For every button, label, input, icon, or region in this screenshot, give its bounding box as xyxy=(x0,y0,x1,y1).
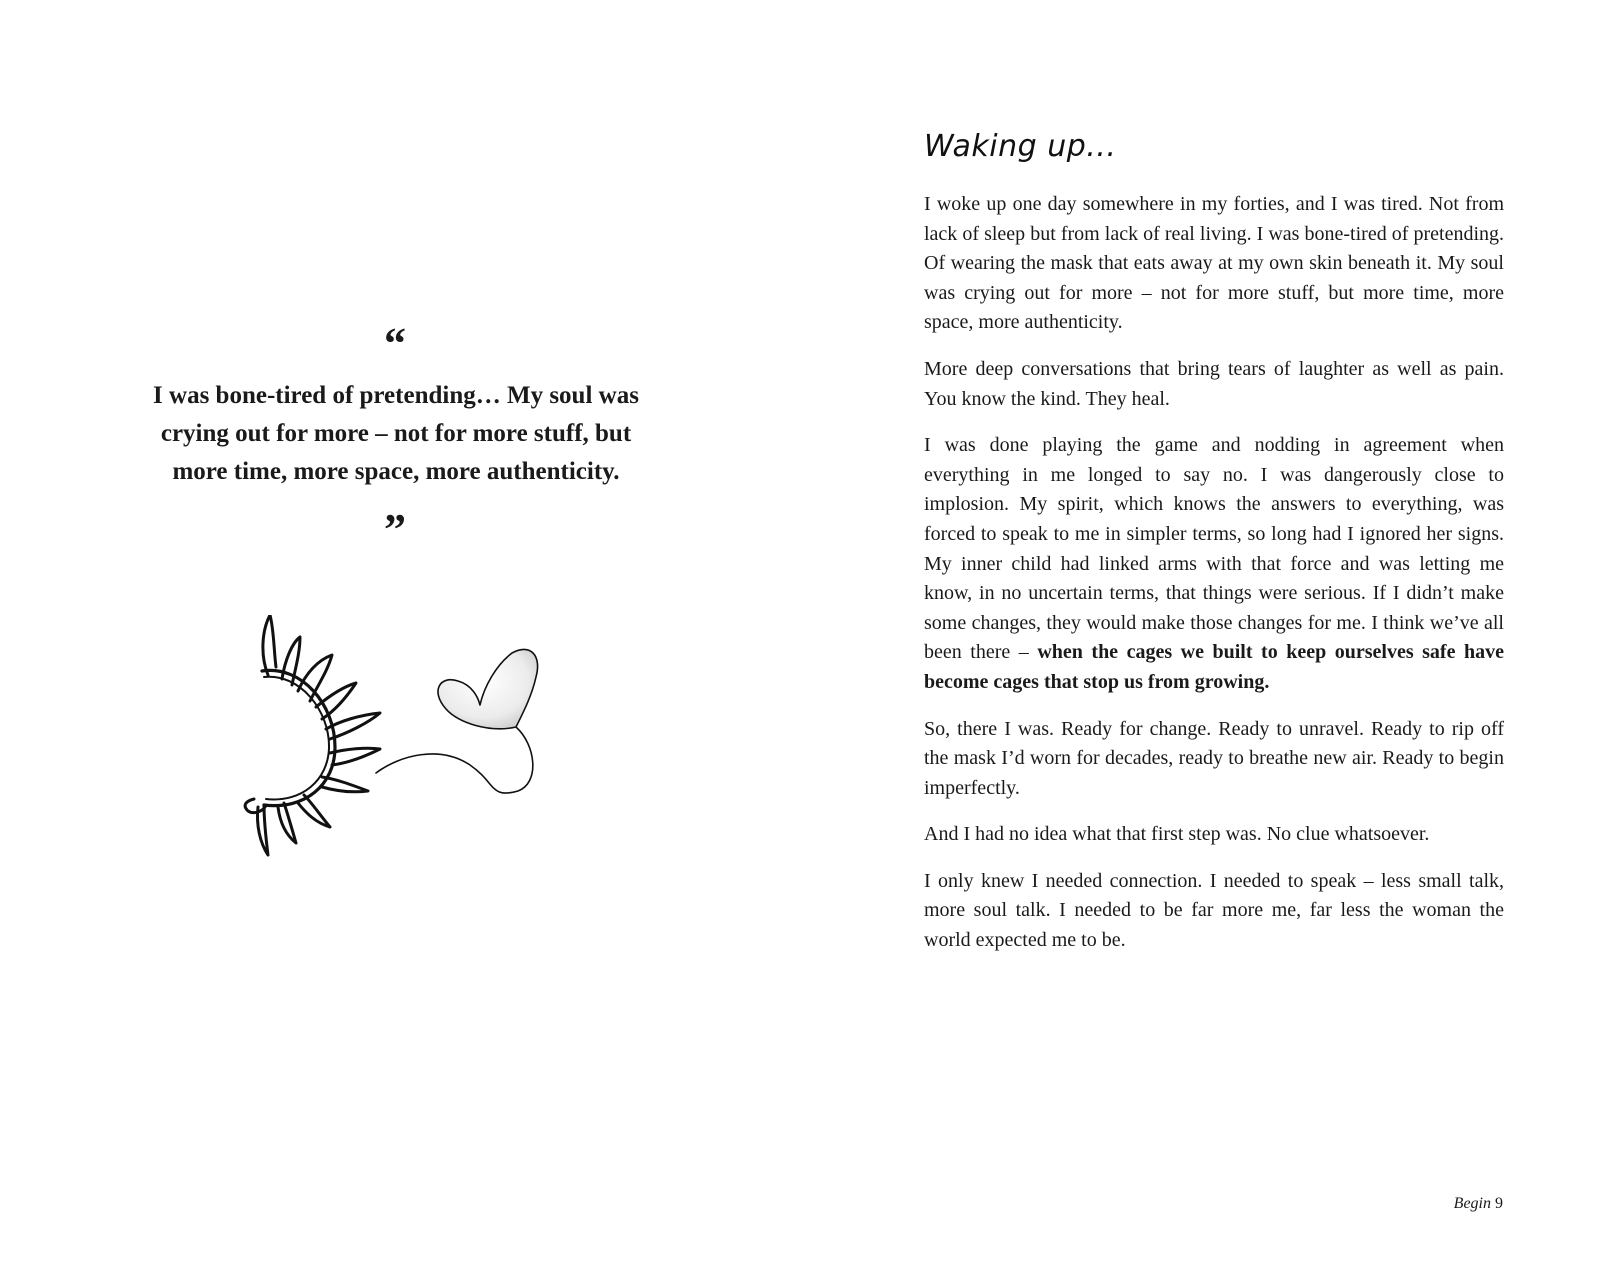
paragraph: More deep conversations that bring tears of laughter as well as pain. You know the kind. They heal. xyxy=(924,357,1504,410)
running-section-name: Begin xyxy=(1453,1195,1491,1212)
sun-and-heart-illustration xyxy=(240,615,560,885)
paragraph: I woke up one day somewhere in my forties, and I was tired. Not from lack of sleep but from lack of real living. I was bone-tired of pretending. Of wearing the mask that eats away at my own skin beneath it. My soul was crying out for more – not for more stuff, but more time, more space, more authenticity. xyxy=(924,193,1504,334)
page-folio xyxy=(1454,1194,1503,1214)
paragraph: And I had no idea what that first step was. No clue whatsoever. xyxy=(924,823,1430,846)
paragraph: I only knew I needed connection. I needed to speak – less small talk, more soul talk. I needed to be far more me, far less the woman the world expected me to be. xyxy=(924,869,1504,952)
right-page xyxy=(800,0,1600,1280)
bold-emphasis: when the cages we built to keep ourselves safe have become cages that stop us from growing. xyxy=(924,641,1504,693)
heart-icon xyxy=(438,649,538,728)
sun-rays xyxy=(245,615,380,855)
paragraph-text: I was done playing the game and nodding in agreement when everything in me longed to say no. I was dangerously close to implosion. My spirit, which knows the answers to everything, was forced to speak to me in simpler terms, so long had I ignored her signs. My inner child had linked arms with that force and was letting me know, in no uncertain terms, that things were serious. If I didn’t make some changes, they would make those changes for me. I think we’ve all been there – xyxy=(924,434,1504,664)
pull-quote-line: crying out for more – not for more stuff, but xyxy=(160,420,632,447)
pull-quote-line: more time, more space, more authenticity. xyxy=(172,458,620,485)
body-text xyxy=(924,190,1504,973)
pull-quote-line: I was bone-tired of pretending… My soul was xyxy=(153,382,639,409)
page-number: 9 xyxy=(1495,1195,1503,1212)
pull-quote xyxy=(120,377,672,491)
chapter-title: Waking up... xyxy=(924,129,1117,164)
paragraph xyxy=(924,431,1504,697)
sun-arc-inner xyxy=(264,677,329,800)
closing-quote-mark: ” xyxy=(384,505,406,554)
heart-string xyxy=(376,727,533,793)
paragraph: So, there I was. Ready for change. Ready to unravel. Ready to rip off the mask I’d worn for decades, ready to breathe new air. Ready to begin imperfectly. xyxy=(924,717,1504,799)
opening-quote-mark: “ xyxy=(384,319,406,368)
